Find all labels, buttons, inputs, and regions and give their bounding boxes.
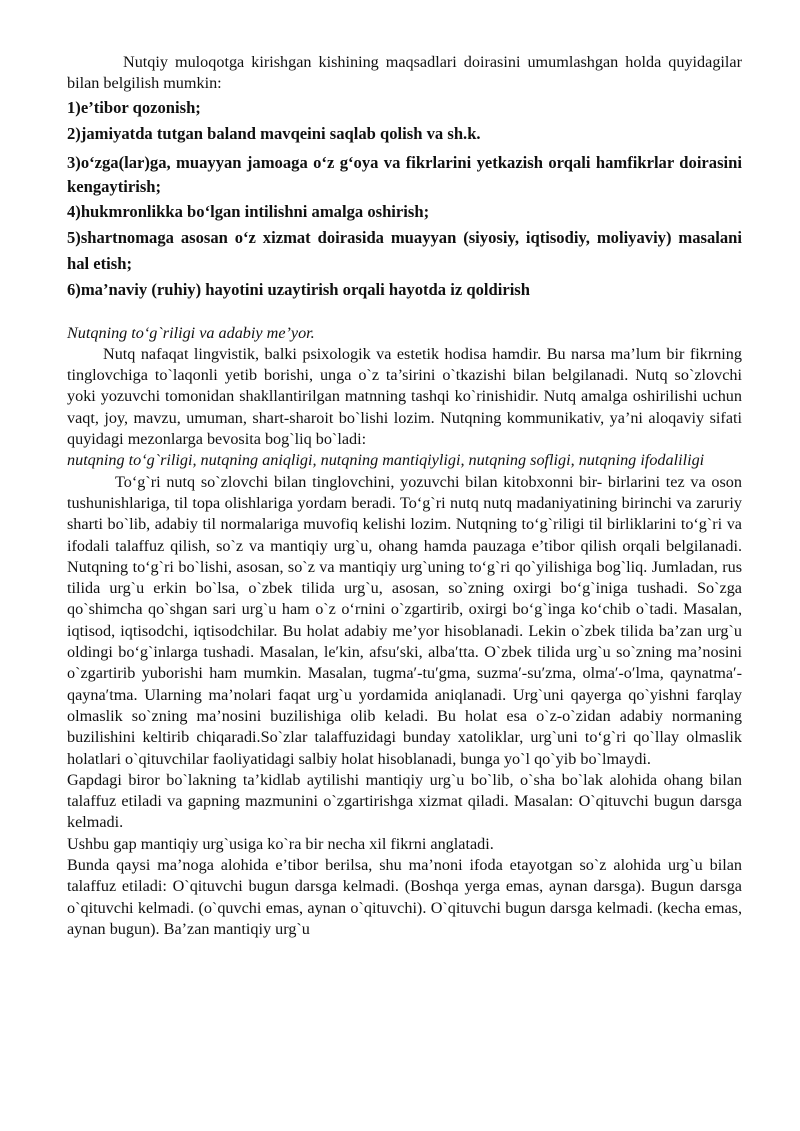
paragraph-misollar: Bunda qaysi ma’noga alohida e’tibor berilsa, shu ma’noni ifoda etayotgan so`z alohida urg`u bilan talaffuz etiladi: O`qituvchi bugun darsga kelmadi. (Boshqa yerga emas, aynan darsga). Bugun darsga o`qituvchi kelmadi. (o`quvchi emas, aynan o`qituvchi). O`qituvchi bugun darsga kelmadi. (kecha emas, aynan bugun). Ba’zan mantiqiy urg`u: [67, 856, 742, 938]
paragraph-mantiqiy-urgu: Gapdagi biror bo`lakning ta’kidlab aytilishi mantiqiy urg`u bo`lib, o`sha bo`lak alohida ohang bilan talaffuz etiladi va gapning mazmunini o`zgartirishga xizmat qiladi. Masalan: O`qituvchi bugun darsga kelmadi.: [67, 770, 742, 832]
goal-item-5: 5)shartnomaga asosan o‘z xizmat doirasida muayyan (siyosiy, iqtisodiy, moliyaviy) masalani hal etish;: [67, 227, 742, 273]
intro-paragraph: Nutqiy muloqotga kirishgan kishining maqsadlari doirasini umumlashgan holda quyidagilar bilan belgilish mumkin:: [67, 53, 742, 93]
paragraph-fikr: Ushbu gap mantiqiy urg`usiga ko`ra bir necha xil fikrni anglatadi.: [67, 834, 494, 853]
goal-item-4: 4)hukmronlikka bo‘lgan intilishni amalga oshirish;: [67, 201, 430, 221]
goal-item-3: 3)o‘zga(lar)ga, muayyan jamoaga o‘z g‘oya va fikrlarini yetkazish orqali hamfikrlar doirasini kengaytirish;: [67, 152, 742, 196]
paragraph-nutq: Nutq nafaqat lingvistik, balki psixologik va estetik hodisa hamdir. Bu narsa ma’lum bir fikrning tinglovchiga to`laqonli yetib borishi, unga o`z ta’sirini o`tkazishi bilan belgilanadi. Nutq so`zlovchi yoki yozuvchi tomonidan shakllantirilgan matnning tashqi ko`rinishidir. Nutq amalga oshirilishi uchun vaqt, joy, mavzu, umuman, shart-sharoit bo`lishi lozim. Nutqning kommunikativ, ya’ni aloqaviy sifati quyidagi mezonlarga bevosita bog`liq bo`ladi:: [67, 344, 742, 449]
section-heading: Nutqning to‘g`riligi va adabiy me’yor.: [67, 323, 315, 342]
goal-item-2: 2)jamiyatda tutgan baland mavqeini saqlab qolish va sh.k.: [67, 123, 481, 143]
paragraph-togri-nutq: To‘g`ri nutq so`zlovchi bilan tinglovchini, yozuvchi bilan kitobxonni bir- birlarini tez va oson tushunishlariga, til topa olishlariga yordam beradi. To‘g`ri nutq nutq madaniyatining birinchi va zaruriy sharti bo`lib, adabiy til normalariga muvofiq kelishi lozim. Nutqning to‘g`riligi til birliklarini to‘g`ri va ifodali talaffuz qilish, so`z va mantiqiy urg`u, ohang hamda pauzaga e’tibor qilish orqali belgilanadi. Nutqning to‘g`ri bo`lishi, asosan, so`z va mantiqiy urg`uning to‘g`ri qo`yilishiga bog`liq. Jumladan, rus tilida urg`u erkin bo`lsa, o`zbek tilida urg`u, asosan, so`zning oxirgi bo‘g`iniga tushadi. So`zga qo`shimcha qo`shgan sari urg`u ham o`z o‘rnini o`zgartirib, oxirgi bo‘g`inga ko‘chib o`tadi. Masalan, iqtisod, iqtisodchi, iqtisodchilar. Bu holat adabiy me’yor hisoblanadi. Lekin o`zbek tilida ba’zan urg`u oldingi bo‘g`inlarga tushadi. Masalan, le′kin, afsu′ski, alba′tta. O`zbek tilida urg`u so`zning ma’nosini o`zgartirib yuborishi ham mumkin. Masalan, tugma′-tu′gma, suzma′-su′zma, olma′-o′lma, qaynatma′-qayna′tma. Ularning ma’nolari faqat urg`u yordamida aniqlanadi. Urg`uni qayerga qo`yishni farqlay olmaslik so`zning ma’nosini buzilishiga olib keladi. Bu holat esa o`z-o`zidan adabiy normaning buzilishini keltirib chiqaradi.So`zlar talaffuzidagi bunday xatoliklar, urg`uni to‘g`ri qo`llay olmaslik holatlari o`qituvchilar faoliyatidagi salbiy holat hisoblanadi, bunga yo`l qo`yib bo`lmaydi.: [67, 472, 742, 768]
goal-item-1: 1)e’tibor qozonish;: [67, 97, 201, 117]
criteria-list: nutqning to‘g`riligi, nutqning aniqligi, nutqning mantiqiyligi, nutqning sofligi, nutqning ifodaliligi: [67, 451, 705, 470]
goal-item-6: 6)ma’naviy (ruhiy) hayotini uzaytirish orqali hayotda iz qoldirish: [67, 279, 530, 299]
